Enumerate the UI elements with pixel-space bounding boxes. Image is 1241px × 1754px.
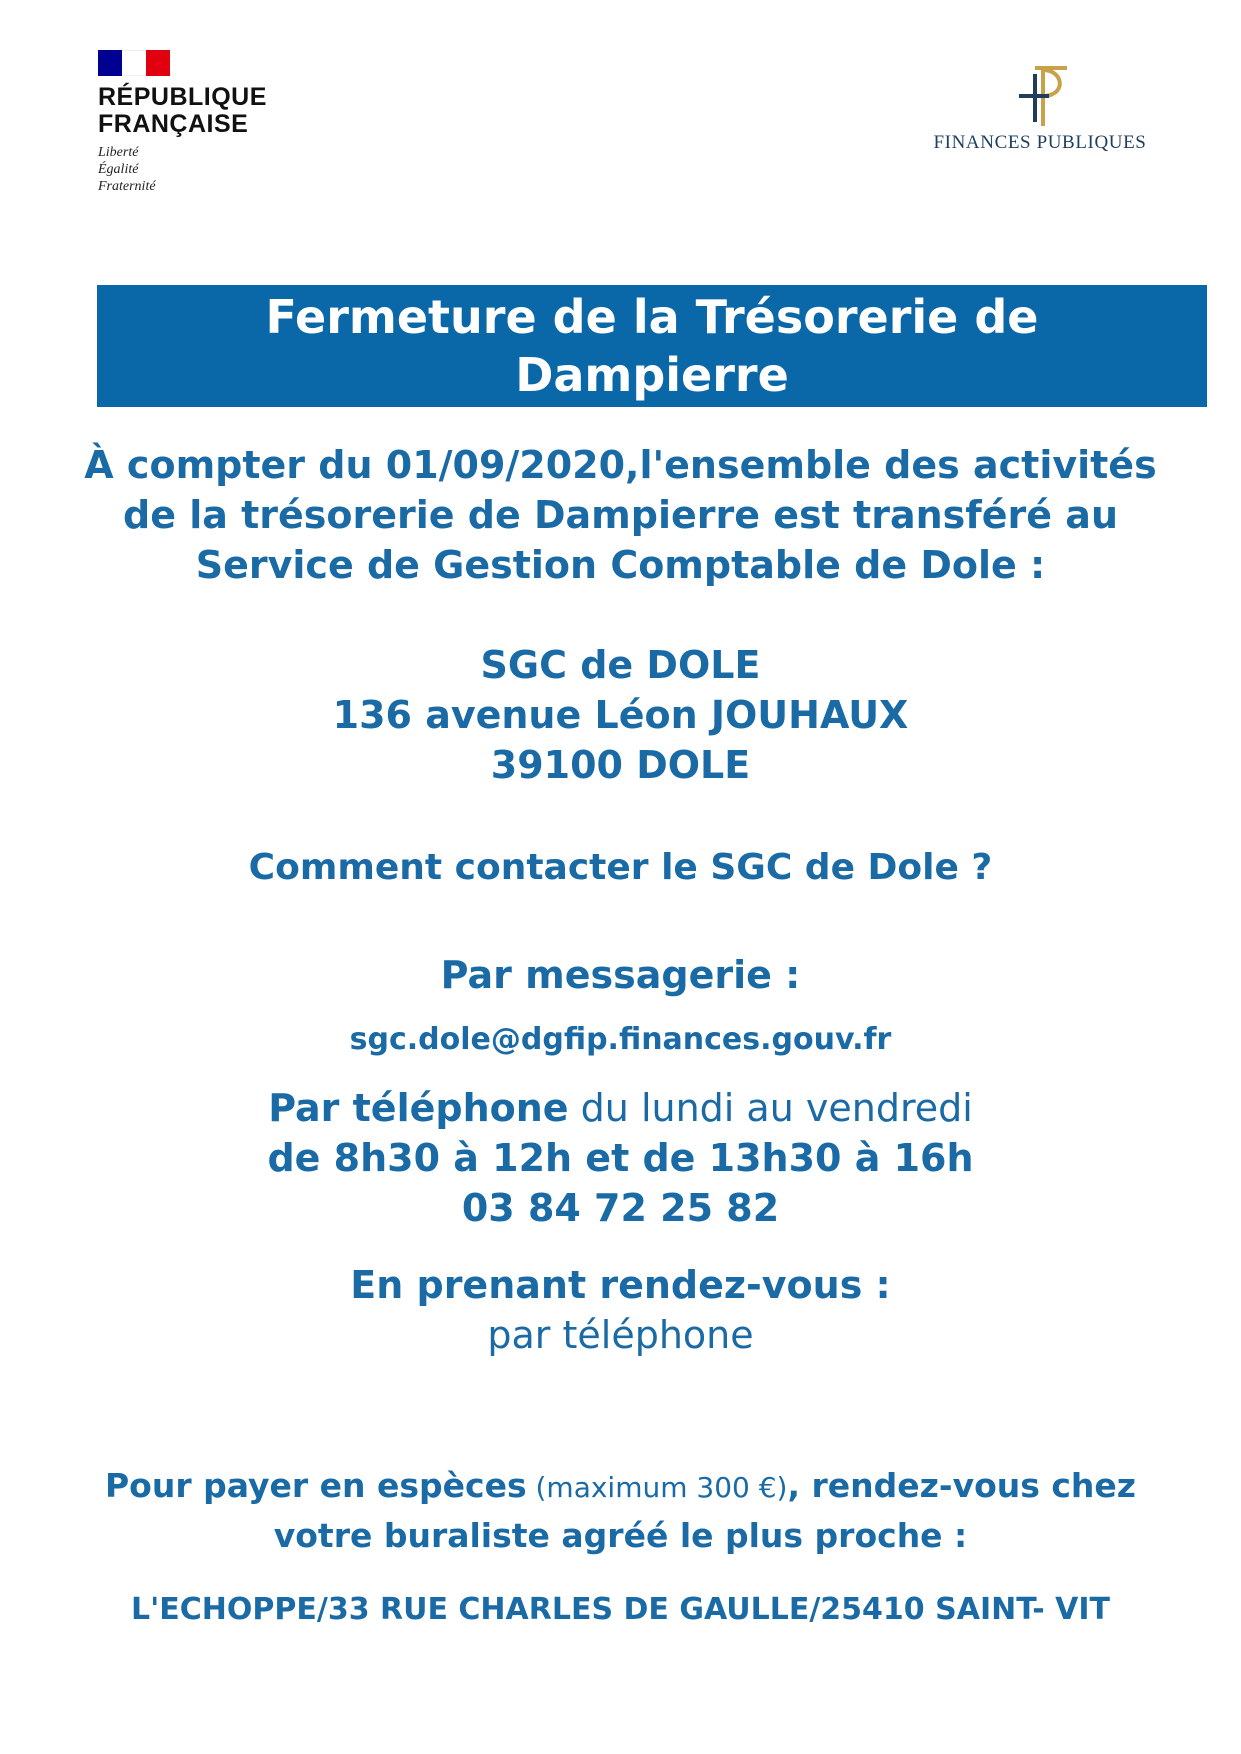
title-banner <box>97 285 1207 407</box>
finances-publiques-logo <box>920 62 1160 154</box>
cash-payment-paragraph <box>60 1462 1181 1560</box>
address-city: 39100 DOLE <box>490 743 751 787</box>
phone-days: du lundi au vendredi <box>568 1086 973 1130</box>
sgc-address <box>60 640 1181 790</box>
republique-francaise-logo <box>98 50 288 195</box>
page-title: Fermeture de la Trésorerie de Dampierre <box>265 290 1039 402</box>
finances-publiques-emblem-icon <box>1005 62 1075 128</box>
appointment-heading: En prenant rendez-vous : <box>350 1263 891 1307</box>
cash-lead: Pour payer en espèces <box>104 1466 527 1505</box>
appointment-mode: par téléphone <box>487 1313 754 1357</box>
phone-number[interactable]: 03 84 72 25 82 <box>461 1186 780 1230</box>
intro-paragraph: À compter du 01/09/2020,l'ensemble des activités de la trésorerie de Dampierre est transféré au Service de Gestion Comptable de Dole : <box>84 443 1157 587</box>
phone-hours: de 8h30 à 12h et de 13h30 à 16h <box>267 1136 974 1180</box>
french-flag-icon <box>98 50 170 76</box>
phone-heading: Par téléphone <box>268 1086 569 1130</box>
contact-email[interactable]: sgc.dole@dgfip.finances.gouv.fr <box>349 1022 892 1057</box>
buraliste-address: L'ECHOPPE/33 RUE CHARLES DE GAULLE/25410 SAINT- VIT <box>130 1592 1111 1627</box>
phone-section <box>60 1083 1181 1233</box>
address-street: 136 avenue Léon JOUHAUX <box>332 693 909 737</box>
cash-rest: , rendez-vous chez <box>787 1466 1137 1505</box>
cash-line2: votre buraliste agréé le plus proche : <box>273 1516 968 1555</box>
address-name: SGC de DOLE <box>480 643 761 687</box>
finances-publiques-label: FINANCES PUBLIQUES <box>933 132 1147 153</box>
mail-heading: Par messagerie : <box>440 953 801 997</box>
republique-name: RÉPUBLIQUE FRANÇAISE <box>98 83 267 138</box>
contact-question: Comment contacter le SGC de Dole ? <box>248 847 993 888</box>
appointment-section <box>60 1260 1181 1360</box>
cash-limit: (maximum 300 €) <box>526 1471 788 1504</box>
republique-motto: Liberté Égalité Fraternité <box>98 145 156 194</box>
